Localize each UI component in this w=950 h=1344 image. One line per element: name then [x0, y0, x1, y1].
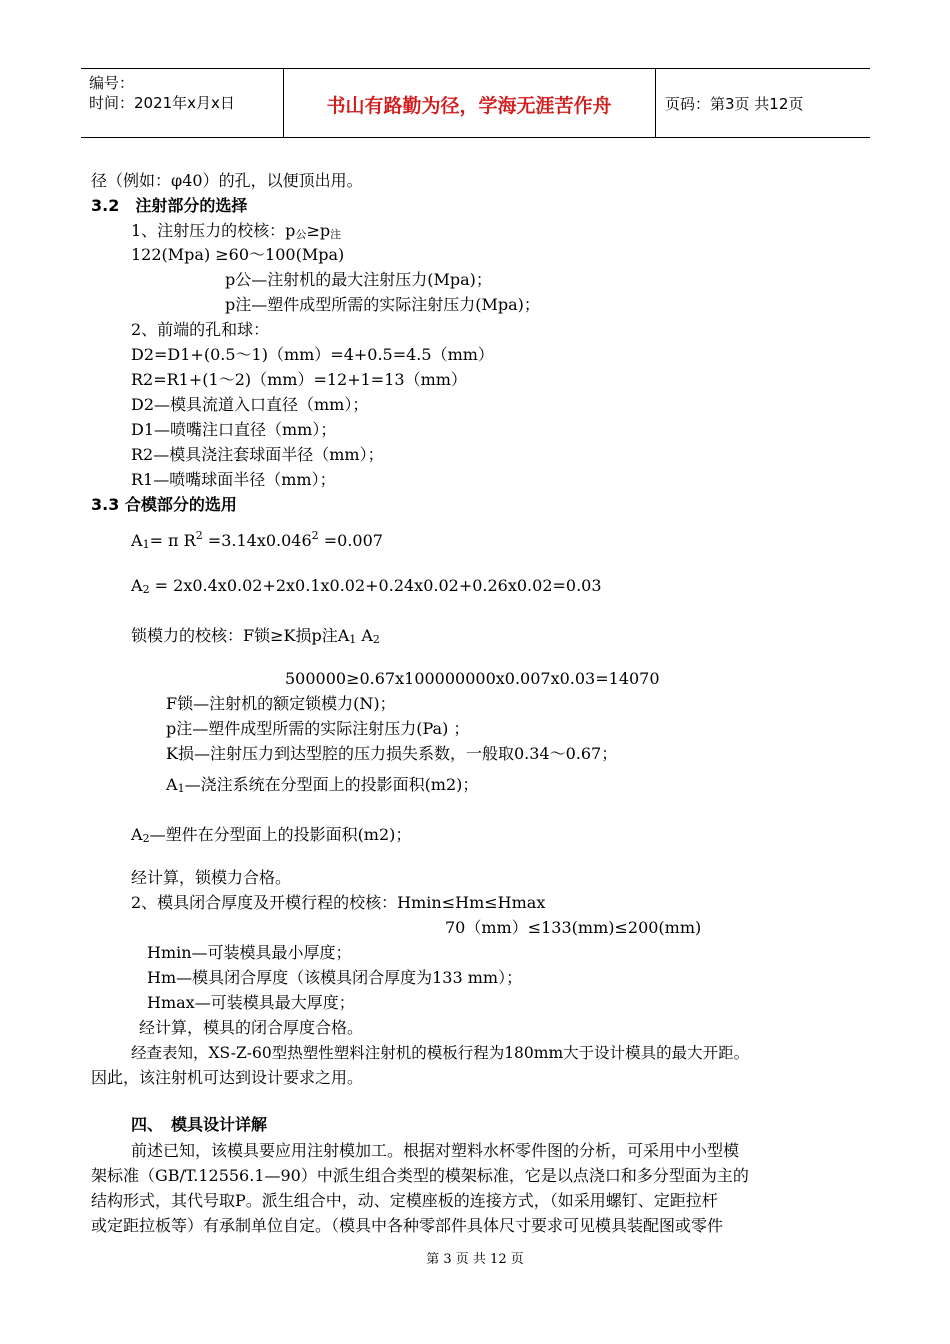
body-line: 因此，该注射机可达到设计要求之用。 — [91, 1068, 364, 1087]
body-line: 2、前端的孔和球： — [131, 320, 270, 339]
body-line: 经查表知，XS-Z-60型热塑性塑料注射机的模板行程为180mm大于设计模具的最大开距。 — [131, 1044, 750, 1062]
page-footer: 第 3 页 共 12 页 — [426, 1252, 524, 1267]
body-line: A1—浇注系统在分型面上的投影面积(m2)； — [166, 775, 479, 795]
formula-line: 500000≥0.67x100000000x0.007x0.03=14070 — [285, 669, 660, 688]
body-line: Hmax—可装模具最大厚度； — [147, 993, 355, 1012]
header-divider — [655, 69, 656, 137]
formula-line: A2 = 2x0.4x0.02+2x0.1x0.02+0.24x0.02+0.26x0.02=0.03 — [131, 576, 602, 596]
body-line: K损—注射压力到达型腔的压力损失系数，一般取0.34～0.67； — [166, 744, 618, 763]
number-label: 编号： — [89, 74, 135, 92]
body-line: 架标准（GB/T.12556.1—90）中派生组合类型的模架标准，它是以点浇口和多分型面为主的 — [91, 1166, 749, 1185]
header-left — [89, 73, 235, 113]
section-heading: 四、 模具设计详解 — [131, 1115, 268, 1134]
page-label: 页码：第3页 共12页 — [665, 95, 804, 113]
page-header — [81, 68, 870, 138]
date-label: 时间：2021年x月x日 — [89, 94, 235, 112]
body-line: D1—喷嘴注口直径（mm）； — [131, 420, 337, 439]
body-line: Hmin—可装模具最小厚度； — [147, 943, 352, 962]
body-line: p注—塑件成型所需的实际注射压力(Mpa)； — [225, 295, 540, 314]
body-line: 1、注射压力的校核：p公≥p注 — [131, 221, 342, 241]
body-line: p公—注射机的最大注射压力(Mpa)； — [225, 270, 492, 289]
body-line: 2、模具闭合厚度及开模行程的校核：Hmin≤Hm≤Hmax — [131, 893, 546, 912]
body-line: 或定距拉板等）有承制单位自定。（模具中各种零部件具体尺寸要求可见模具装配图或零件 — [91, 1216, 724, 1235]
body-line: R1—喷嘴球面半径（mm）； — [131, 470, 336, 489]
body-line: F锁—注射机的额定锁模力(N)； — [166, 694, 396, 713]
body-line: 锁模力的校核：F锁≥K损p注A1 A2 — [131, 626, 380, 646]
body-line: R2—模具浇注套球面半径（mm）； — [131, 445, 384, 464]
body-line: Hm—模具闭合厚度（该模具闭合厚度为133 mm）； — [147, 968, 523, 987]
body-line: 结构形式，其代号取P。派生组合中，动、定模座板的连接方式，（如采用螺钉、定距拉杆 — [91, 1191, 718, 1210]
body-line: D2—模具流道入口直径（mm）； — [131, 395, 369, 414]
body-line: 径（例如：φ40）的孔，以便顶出用。 — [91, 171, 363, 190]
body-line: 122(Mpa) ≥60～100(Mpa) — [131, 245, 345, 264]
formula-line: A1= π $R^2 =3.14x0.046^2 =0.007$ — [131, 529, 383, 551]
body-line: R2=R1+(1～2)（mm）=12+1=13（mm） — [131, 370, 467, 389]
body-line: D2=D1+(0.5～1)（mm）=4+0.5=4.5（mm） — [131, 345, 494, 364]
body-line: 70（mm）≤133(mm)≤200(mm) — [445, 918, 702, 937]
section-heading: 3.3 合模部分的选用 — [91, 495, 237, 514]
body-line: 经计算，锁模力合格。 — [131, 868, 292, 887]
section-heading: 3.2 注射部分的选择 — [91, 196, 248, 215]
body-line: p注—塑件成型所需的实际注射压力(Pa) ； — [166, 719, 470, 738]
body-line: 前述已知，该模具要应用注射模加工。根据对塑料水杯零件图的分析，可采用中小型模 — [131, 1141, 740, 1160]
motto: 书山有路勤为径，学海无涯苦作舟 — [326, 95, 612, 117]
body-line: 经计算，模具的闭合厚度合格。 — [139, 1018, 364, 1037]
body-line: A2—塑件在分型面上的投影面积(m2)； — [131, 825, 412, 845]
